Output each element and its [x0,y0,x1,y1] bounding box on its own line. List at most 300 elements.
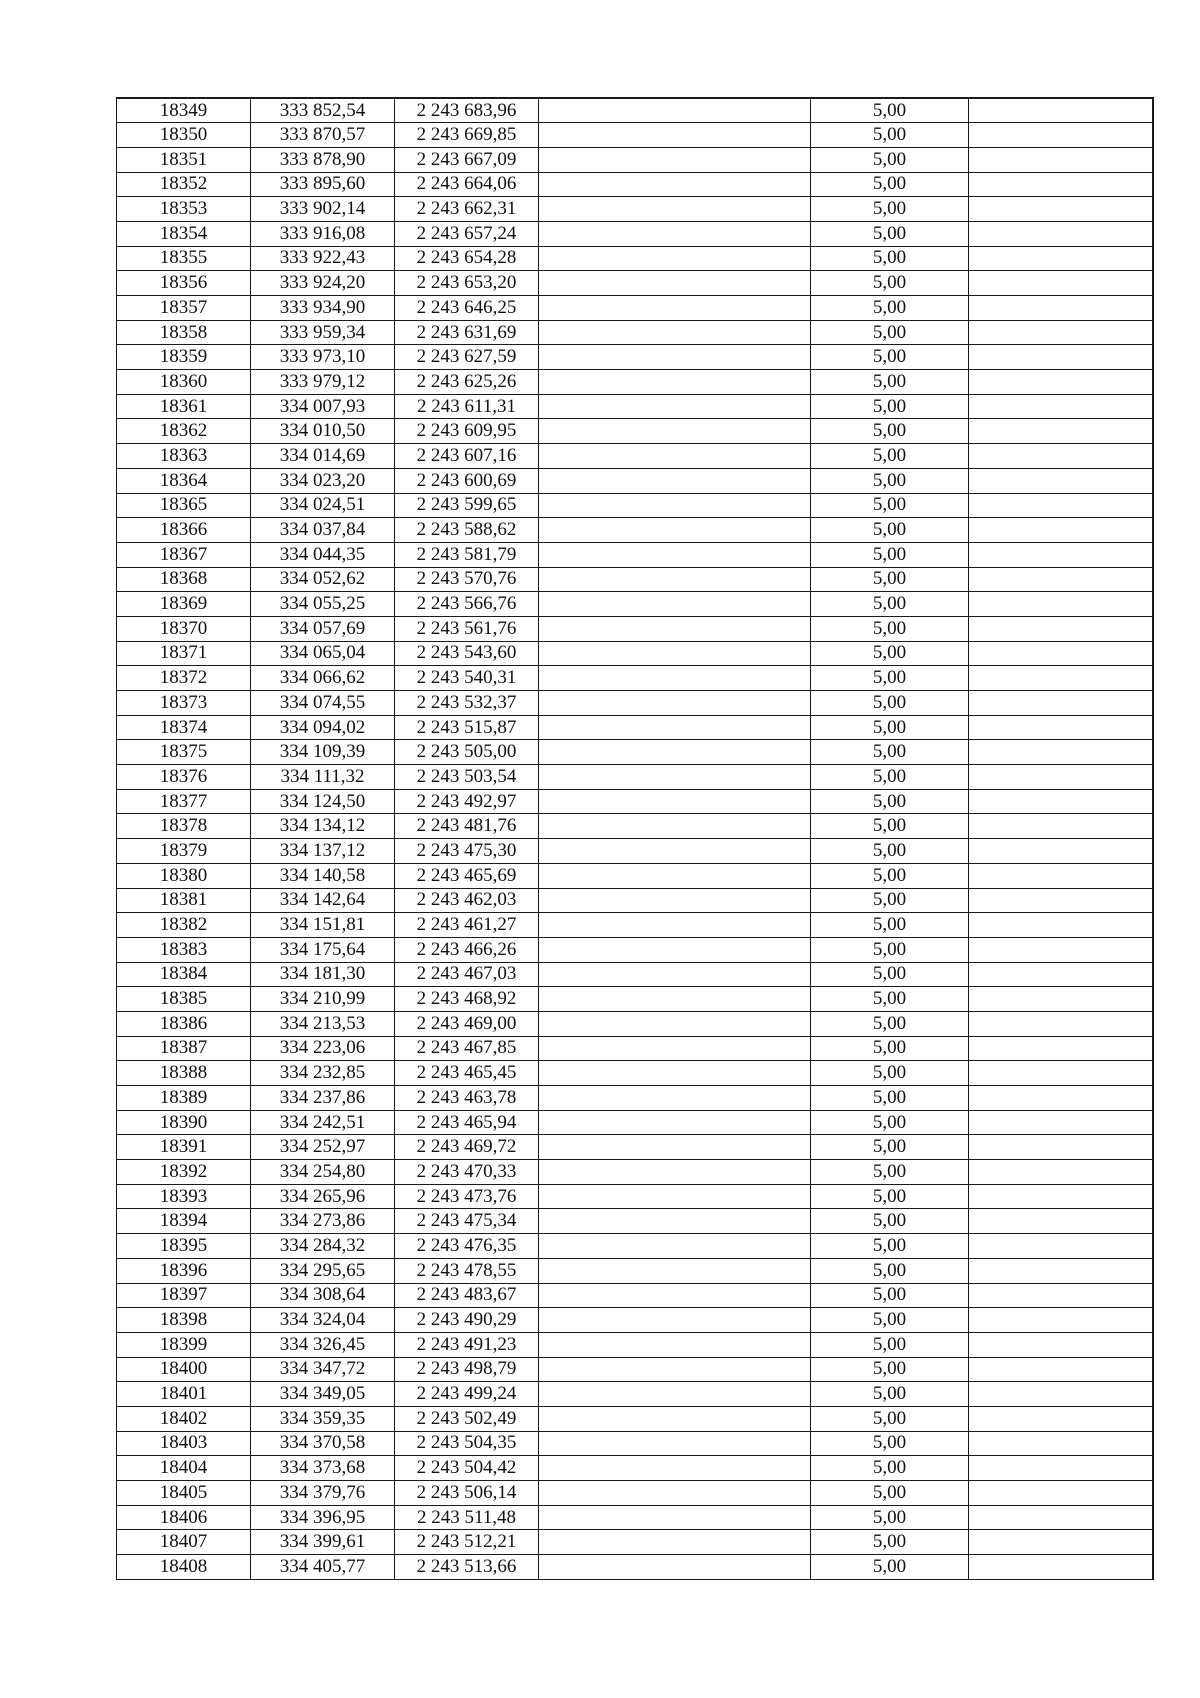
point-number-cell: 18373 [117,691,251,716]
table-row [117,1135,1153,1160]
value-cell: 5,00 [811,1406,969,1431]
x-coordinate-cell: 334 055,25 [251,592,395,617]
table-row [117,913,1153,938]
blank-cell [539,1308,811,1333]
x-coordinate-cell: 333 959,34 [251,320,395,345]
y-coordinate-cell: 2 243 467,03 [395,962,539,987]
y-coordinate-cell: 2 243 662,31 [395,197,539,222]
value-cell: 5,00 [811,147,969,172]
point-number-cell: 18381 [117,888,251,913]
blank-cell [969,1234,1153,1259]
blank-cell [969,666,1153,691]
x-coordinate-cell: 334 175,64 [251,937,395,962]
table-row [117,345,1153,370]
table-row [117,1110,1153,1135]
blank-cell [969,98,1153,123]
blank-cell [539,468,811,493]
point-number-cell: 18376 [117,765,251,790]
value-cell: 5,00 [811,271,969,296]
blank-cell [969,419,1153,444]
table-row [117,147,1153,172]
value-cell: 5,00 [811,1456,969,1481]
y-coordinate-cell: 2 243 465,69 [395,863,539,888]
y-coordinate-cell: 2 243 498,79 [395,1357,539,1382]
blank-cell [969,1431,1153,1456]
value-cell: 5,00 [811,592,969,617]
table-row [117,1011,1153,1036]
blank-cell [539,147,811,172]
blank-cell [539,518,811,543]
value-cell: 5,00 [811,863,969,888]
x-coordinate-cell: 333 902,14 [251,197,395,222]
blank-cell [539,296,811,321]
point-number-cell: 18370 [117,616,251,641]
point-number-cell: 18371 [117,641,251,666]
blank-cell [539,1209,811,1234]
blank-cell [539,987,811,1012]
y-coordinate-cell: 2 243 504,35 [395,1431,539,1456]
y-coordinate-cell: 2 243 468,92 [395,987,539,1012]
value-cell: 5,00 [811,1110,969,1135]
x-coordinate-cell: 333 924,20 [251,271,395,296]
blank-cell [969,1160,1153,1185]
x-coordinate-cell: 334 109,39 [251,740,395,765]
x-coordinate-cell: 334 273,86 [251,1209,395,1234]
table-row [117,197,1153,222]
y-coordinate-cell: 2 243 473,76 [395,1184,539,1209]
y-coordinate-cell: 2 243 491,23 [395,1332,539,1357]
blank-cell [969,370,1153,395]
point-number-cell: 18355 [117,246,251,271]
point-number-cell: 18360 [117,370,251,395]
x-coordinate-cell: 333 922,43 [251,246,395,271]
blank-cell [969,542,1153,567]
table-row [117,616,1153,641]
point-number-cell: 18383 [117,937,251,962]
y-coordinate-cell: 2 243 469,72 [395,1135,539,1160]
blank-cell [969,962,1153,987]
x-coordinate-cell: 333 916,08 [251,221,395,246]
value-cell: 5,00 [811,987,969,1012]
blank-cell [539,1086,811,1111]
x-coordinate-cell: 334 373,68 [251,1456,395,1481]
blank-cell [539,1061,811,1086]
x-coordinate-cell: 334 237,86 [251,1086,395,1111]
point-number-cell: 18380 [117,863,251,888]
blank-cell [969,1308,1153,1333]
table-row [117,296,1153,321]
blank-cell [539,246,811,271]
value-cell: 5,00 [811,542,969,567]
y-coordinate-cell: 2 243 512,21 [395,1530,539,1555]
x-coordinate-cell: 334 140,58 [251,863,395,888]
value-cell: 5,00 [811,1481,969,1506]
table-row [117,1481,1153,1506]
point-number-cell: 18403 [117,1431,251,1456]
point-number-cell: 18405 [117,1481,251,1506]
value-cell: 5,00 [811,1036,969,1061]
blank-cell [969,123,1153,148]
blank-cell [539,863,811,888]
point-number-cell: 18356 [117,271,251,296]
x-coordinate-cell: 334 370,58 [251,1431,395,1456]
blank-cell [969,197,1153,222]
blank-cell [969,814,1153,839]
y-coordinate-cell: 2 243 683,96 [395,98,539,123]
value-cell: 5,00 [811,468,969,493]
table-row [117,765,1153,790]
table-row [117,839,1153,864]
y-coordinate-cell: 2 243 463,78 [395,1086,539,1111]
y-coordinate-cell: 2 243 664,06 [395,172,539,197]
blank-cell [969,1530,1153,1555]
point-number-cell: 18359 [117,345,251,370]
point-number-cell: 18353 [117,197,251,222]
blank-cell [539,765,811,790]
x-coordinate-cell: 334 151,81 [251,913,395,938]
point-number-cell: 18398 [117,1308,251,1333]
point-number-cell: 18363 [117,444,251,469]
x-coordinate-cell: 334 347,72 [251,1357,395,1382]
blank-cell [539,221,811,246]
table-row [117,1382,1153,1407]
x-coordinate-cell: 334 254,80 [251,1160,395,1185]
blank-cell [539,271,811,296]
blank-cell [539,1011,811,1036]
blank-cell [969,641,1153,666]
point-number-cell: 18357 [117,296,251,321]
blank-cell [969,1011,1153,1036]
blank-cell [969,765,1153,790]
blank-cell [539,1234,811,1259]
blank-cell [969,1357,1153,1382]
value-cell: 5,00 [811,1332,969,1357]
x-coordinate-cell: 334 223,06 [251,1036,395,1061]
blank-cell [539,1406,811,1431]
x-coordinate-cell: 334 037,84 [251,518,395,543]
value-cell: 5,00 [811,616,969,641]
blank-cell [969,172,1153,197]
x-coordinate-cell: 334 399,61 [251,1530,395,1555]
x-coordinate-cell: 334 137,12 [251,839,395,864]
blank-cell [969,715,1153,740]
table-row [117,394,1153,419]
table-row [117,1332,1153,1357]
blank-cell [969,518,1153,543]
blank-cell [539,937,811,962]
y-coordinate-cell: 2 243 462,03 [395,888,539,913]
x-coordinate-cell: 334 326,45 [251,1332,395,1357]
value-cell: 5,00 [811,1555,969,1580]
y-coordinate-cell: 2 243 627,59 [395,345,539,370]
value-cell: 5,00 [811,1011,969,1036]
point-number-cell: 18393 [117,1184,251,1209]
point-number-cell: 18354 [117,221,251,246]
y-coordinate-cell: 2 243 566,76 [395,592,539,617]
y-coordinate-cell: 2 243 470,33 [395,1160,539,1185]
blank-cell [969,1184,1153,1209]
blank-cell [539,1357,811,1382]
blank-cell [969,839,1153,864]
point-number-cell: 18390 [117,1110,251,1135]
value-cell: 5,00 [811,1308,969,1333]
y-coordinate-cell: 2 243 503,54 [395,765,539,790]
table-row [117,888,1153,913]
blank-cell [539,691,811,716]
value-cell: 5,00 [811,962,969,987]
blank-cell [969,221,1153,246]
x-coordinate-cell: 334 014,69 [251,444,395,469]
point-number-cell: 18389 [117,1086,251,1111]
x-coordinate-cell: 334 134,12 [251,814,395,839]
y-coordinate-cell: 2 243 492,97 [395,789,539,814]
point-number-cell: 18391 [117,1135,251,1160]
x-coordinate-cell: 333 979,12 [251,370,395,395]
point-number-cell: 18396 [117,1258,251,1283]
x-coordinate-cell: 334 359,35 [251,1406,395,1431]
x-coordinate-cell: 334 111,32 [251,765,395,790]
point-number-cell: 18367 [117,542,251,567]
table-row [117,1357,1153,1382]
blank-cell [969,1481,1153,1506]
point-number-cell: 18366 [117,518,251,543]
blank-cell [539,123,811,148]
table-row [117,1431,1153,1456]
x-coordinate-cell: 334 052,62 [251,567,395,592]
y-coordinate-cell: 2 243 465,94 [395,1110,539,1135]
y-coordinate-cell: 2 243 465,45 [395,1061,539,1086]
blank-cell [539,197,811,222]
point-number-cell: 18382 [117,913,251,938]
y-coordinate-cell: 2 243 502,49 [395,1406,539,1431]
table-row [117,518,1153,543]
blank-cell [969,1135,1153,1160]
blank-cell [539,1135,811,1160]
value-cell: 5,00 [811,1135,969,1160]
x-coordinate-cell: 334 010,50 [251,419,395,444]
point-number-cell: 18402 [117,1406,251,1431]
point-number-cell: 18351 [117,147,251,172]
value-cell: 5,00 [811,888,969,913]
y-coordinate-cell: 2 243 490,29 [395,1308,539,1333]
blank-cell [969,913,1153,938]
y-coordinate-cell: 2 243 511,48 [395,1505,539,1530]
blank-cell [969,320,1153,345]
blank-cell [539,345,811,370]
blank-cell [969,1086,1153,1111]
y-coordinate-cell: 2 243 653,20 [395,271,539,296]
blank-cell [539,888,811,913]
blank-cell [969,789,1153,814]
blank-cell [969,394,1153,419]
blank-cell [539,493,811,518]
point-number-cell: 18394 [117,1209,251,1234]
table-row [117,1308,1153,1333]
value-cell: 5,00 [811,1357,969,1382]
blank-cell [969,271,1153,296]
point-number-cell: 18404 [117,1456,251,1481]
x-coordinate-cell: 333 870,57 [251,123,395,148]
blank-cell [969,1061,1153,1086]
blank-cell [969,1406,1153,1431]
blank-cell [539,1505,811,1530]
table-row [117,814,1153,839]
value-cell: 5,00 [811,518,969,543]
table-row [117,1406,1153,1431]
x-coordinate-cell: 334 024,51 [251,493,395,518]
y-coordinate-cell: 2 243 515,87 [395,715,539,740]
point-number-cell: 18407 [117,1530,251,1555]
value-cell: 5,00 [811,937,969,962]
x-coordinate-cell: 334 210,99 [251,987,395,1012]
x-coordinate-cell: 334 142,64 [251,888,395,913]
x-coordinate-cell: 333 852,54 [251,98,395,123]
blank-cell [539,172,811,197]
table-row [117,691,1153,716]
table-row [117,493,1153,518]
table-row [117,740,1153,765]
x-coordinate-cell: 334 007,93 [251,394,395,419]
blank-cell [539,666,811,691]
table-row [117,468,1153,493]
blank-cell [969,345,1153,370]
point-number-cell: 18349 [117,98,251,123]
point-number-cell: 18378 [117,814,251,839]
blank-cell [539,814,811,839]
point-number-cell: 18387 [117,1036,251,1061]
table-row [117,666,1153,691]
value-cell: 5,00 [811,913,969,938]
value-cell: 5,00 [811,765,969,790]
blank-cell [539,789,811,814]
x-coordinate-cell: 334 181,30 [251,962,395,987]
table-row [117,320,1153,345]
y-coordinate-cell: 2 243 475,30 [395,839,539,864]
value-cell: 5,00 [811,839,969,864]
y-coordinate-cell: 2 243 466,26 [395,937,539,962]
y-coordinate-cell: 2 243 667,09 [395,147,539,172]
x-coordinate-cell: 334 065,04 [251,641,395,666]
blank-cell [539,1160,811,1185]
blank-cell [969,1036,1153,1061]
x-coordinate-cell: 334 265,96 [251,1184,395,1209]
x-coordinate-cell: 334 124,50 [251,789,395,814]
value-cell: 5,00 [811,1258,969,1283]
x-coordinate-cell: 334 023,20 [251,468,395,493]
value-cell: 5,00 [811,567,969,592]
table-row [117,98,1153,123]
point-number-cell: 18372 [117,666,251,691]
y-coordinate-cell: 2 243 561,76 [395,616,539,641]
y-coordinate-cell: 2 243 669,85 [395,123,539,148]
x-coordinate-cell: 334 057,69 [251,616,395,641]
value-cell: 5,00 [811,814,969,839]
y-coordinate-cell: 2 243 532,37 [395,691,539,716]
point-number-cell: 18377 [117,789,251,814]
x-coordinate-cell: 334 213,53 [251,1011,395,1036]
y-coordinate-cell: 2 243 570,76 [395,567,539,592]
x-coordinate-cell: 334 349,05 [251,1382,395,1407]
table-row [117,937,1153,962]
table-row [117,962,1153,987]
value-cell: 5,00 [811,666,969,691]
blank-cell [969,1456,1153,1481]
value-cell: 5,00 [811,1234,969,1259]
y-coordinate-cell: 2 243 499,24 [395,1382,539,1407]
x-coordinate-cell: 334 295,65 [251,1258,395,1283]
y-coordinate-cell: 2 243 478,55 [395,1258,539,1283]
blank-cell [539,1530,811,1555]
blank-cell [539,1332,811,1357]
y-coordinate-cell: 2 243 599,65 [395,493,539,518]
x-coordinate-cell: 333 878,90 [251,147,395,172]
x-coordinate-cell: 333 934,90 [251,296,395,321]
value-cell: 5,00 [811,98,969,123]
blank-cell [969,616,1153,641]
point-number-cell: 18369 [117,592,251,617]
value-cell: 5,00 [811,345,969,370]
blank-cell [969,937,1153,962]
blank-cell [969,444,1153,469]
value-cell: 5,00 [811,320,969,345]
point-number-cell: 18385 [117,987,251,1012]
blank-cell [969,296,1153,321]
table-row [117,641,1153,666]
y-coordinate-cell: 2 243 625,26 [395,370,539,395]
value-cell: 5,00 [811,1382,969,1407]
value-cell: 5,00 [811,1086,969,1111]
value-cell: 5,00 [811,123,969,148]
table-row [117,172,1153,197]
blank-cell [539,1431,811,1456]
y-coordinate-cell: 2 243 467,85 [395,1036,539,1061]
blank-cell [539,1036,811,1061]
value-cell: 5,00 [811,641,969,666]
table-row [117,1456,1153,1481]
y-coordinate-cell: 2 243 513,66 [395,1555,539,1580]
x-coordinate-cell: 334 252,97 [251,1135,395,1160]
table-row [117,221,1153,246]
table-row [117,1160,1153,1185]
table-row [117,246,1153,271]
table-row [117,444,1153,469]
table-row [117,370,1153,395]
blank-cell [539,1283,811,1308]
y-coordinate-cell: 2 243 581,79 [395,542,539,567]
blank-cell [539,1456,811,1481]
x-coordinate-cell: 333 895,60 [251,172,395,197]
point-number-cell: 18352 [117,172,251,197]
y-coordinate-cell: 2 243 631,69 [395,320,539,345]
blank-cell [539,444,811,469]
blank-cell [539,1110,811,1135]
point-number-cell: 18358 [117,320,251,345]
point-number-cell: 18368 [117,567,251,592]
blank-cell [539,419,811,444]
y-coordinate-cell: 2 243 657,24 [395,221,539,246]
y-coordinate-cell: 2 243 461,27 [395,913,539,938]
y-coordinate-cell: 2 243 609,95 [395,419,539,444]
blank-cell [539,1382,811,1407]
table-row [117,567,1153,592]
value-cell: 5,00 [811,1160,969,1185]
point-number-cell: 18362 [117,419,251,444]
y-coordinate-cell: 2 243 611,31 [395,394,539,419]
blank-cell [969,493,1153,518]
blank-cell [969,468,1153,493]
blank-cell [539,616,811,641]
y-coordinate-cell: 2 243 540,31 [395,666,539,691]
